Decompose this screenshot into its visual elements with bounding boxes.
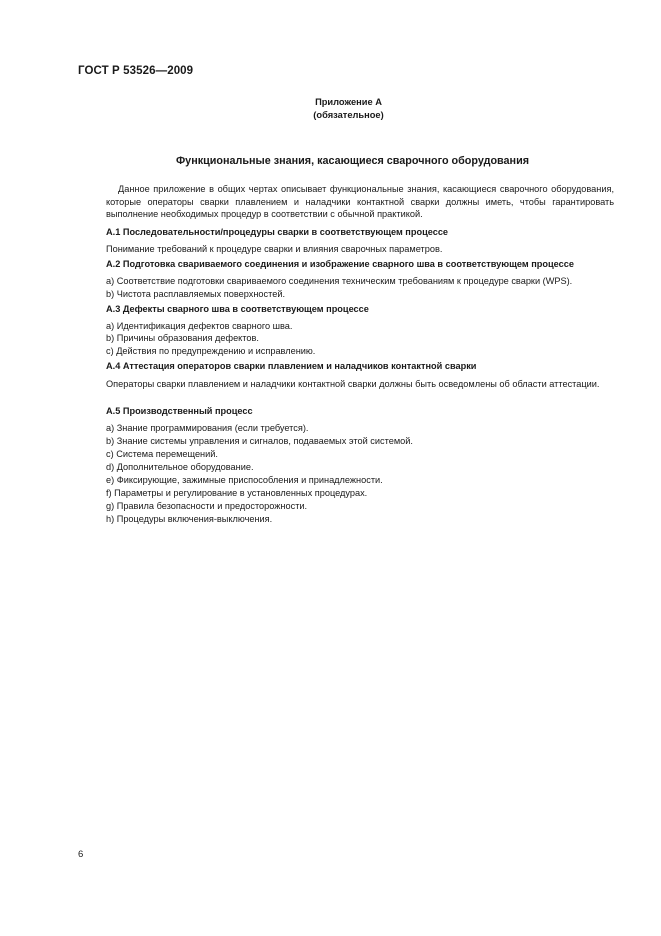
appendix-label: Приложение А [315, 97, 382, 107]
list-item: d) Дополнительное оборудование. [106, 462, 254, 472]
section-body-a4: Операторы сварки плавлением и наладчики контактной сварки должны быть осведомлены об области аттестации. [106, 379, 600, 389]
list-item: f) Параметры и регулирование в установленных процедурах. [106, 488, 368, 498]
list-item: е) Фиксирующие, зажимные приспособления и принадлежности. [106, 475, 383, 485]
section-heading-a4: А.4 Аттестация операторов сварки плавлением и наладчиков контактной сварки [106, 361, 477, 371]
appendix-title: Функциональные знания, касающиеся сварочного оборудования [175, 155, 530, 167]
list-item: b) Причины образования дефектов. [106, 333, 259, 343]
list-item: а) Соответствие подготовки свариваемого соединения техническим требованиям к процедуре сварки (WPS). [106, 276, 573, 286]
section-heading-a5: А.5 Производственный процесс [106, 406, 253, 416]
list-item: b) Знание системы управления и сигналов, подаваемых этой системой. [106, 436, 413, 446]
section-body-a1: Понимание требований к процедуре сварки и влияния сварочных параметров. [106, 244, 443, 254]
intro-paragraph: Данное приложение в общих чертах описывает функциональные знания, касающиеся сварочного оборудования, которые операторы сварки плавлением и наладчики контактной сварки должны иметь, чтобы гарантировать выполнение необходимых процедур в соответствии с обычной практикой. [106, 184, 614, 220]
appendix-status: (обязательное) [313, 110, 384, 120]
list-item: а) Знание программирования (если требуется). [106, 423, 309, 433]
document-code: ГОСТ Р 53526—2009 [78, 65, 194, 77]
list-item: g) Правила безопасности и предосторожности. [106, 501, 308, 511]
list-item: h) Процедуры включения-выключения. [106, 514, 273, 524]
list-item: с) Система перемещений. [106, 449, 218, 459]
section-heading-a1: А.1 Последовательности/процедуры сварки в соответствующем процессе [106, 227, 449, 237]
page-number: 6 [78, 849, 84, 860]
list-item: b) Чистота расплавляемых поверхностей. [106, 289, 286, 299]
list-item: с) Действия по предупреждению и исправлению. [106, 346, 316, 356]
section-heading-a3: А.3 Дефекты сварного шва в соответствующем процессе [106, 304, 369, 314]
section-heading-a2: А.2 Подготовка свариваемого соединения и изображение сварного шва в соответствующем процессе [106, 259, 574, 269]
list-item: а) Идентификация дефектов сварного шва. [106, 321, 293, 331]
